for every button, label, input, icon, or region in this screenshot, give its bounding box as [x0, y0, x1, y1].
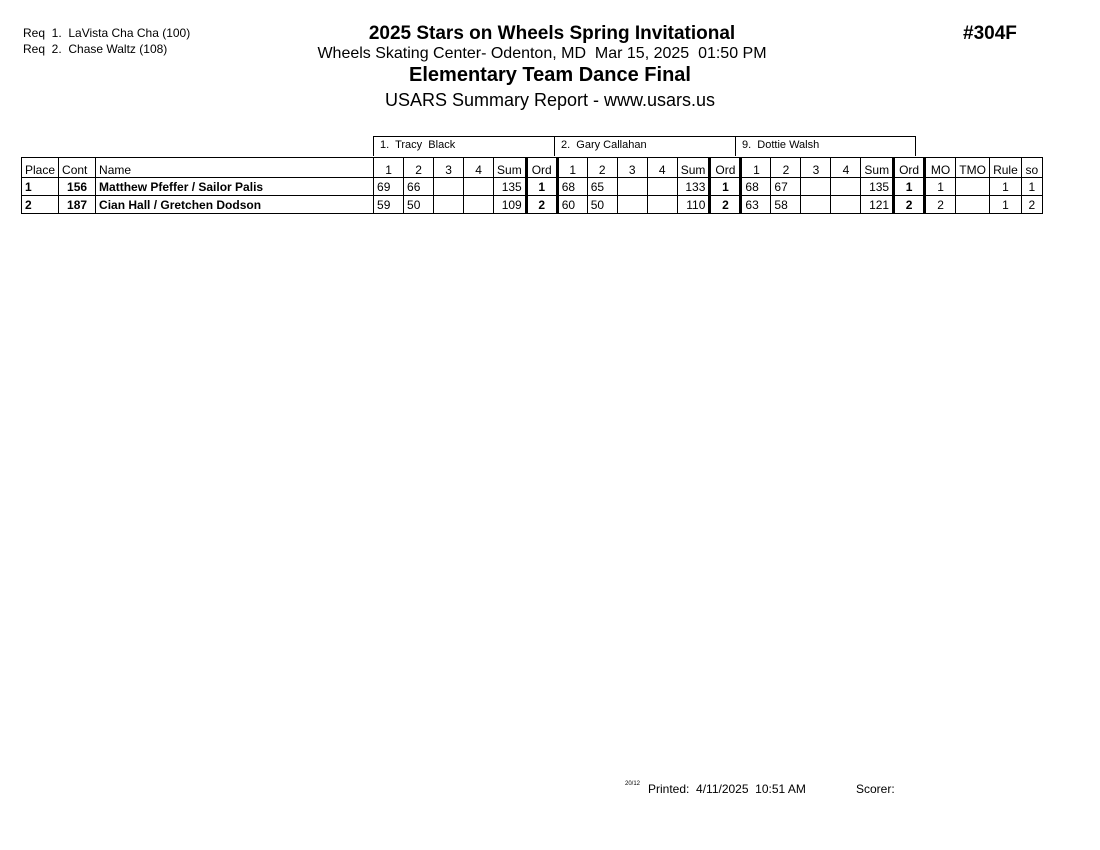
tmo-cell — [956, 196, 990, 214]
ordinal-cell: 1 — [526, 178, 557, 196]
col-judge3-s1: 1 — [741, 158, 771, 178]
score-cell — [831, 196, 861, 214]
col-judge1-ord: Ord — [526, 158, 557, 178]
row-name: Cian Hall / Gretchen Dodson — [96, 196, 374, 214]
col-judge1-sum: Sum — [494, 158, 527, 178]
table-row — [22, 196, 1043, 214]
judge-header-2: 2. Gary Callahan — [554, 136, 736, 156]
col-place: Place — [22, 158, 59, 178]
col-name: Name — [96, 158, 374, 178]
sum-cell: 135 — [861, 178, 894, 196]
footer-mark: 20/12 — [625, 781, 641, 787]
ordinal-cell: 1 — [710, 178, 741, 196]
col-rule: Rule — [990, 158, 1022, 178]
ordinal-cell: 2 — [526, 196, 557, 214]
col-judge1-s1: 1 — [374, 158, 404, 178]
competition-title: 2025 Stars on Wheels Spring Invitational — [368, 23, 736, 44]
col-so: so — [1021, 158, 1042, 178]
col-judge2-s4: 4 — [647, 158, 677, 178]
score-cell — [434, 178, 464, 196]
col-judge3-s3: 3 — [801, 158, 831, 178]
score-cell: 59 — [374, 196, 404, 214]
event-number: #304F — [963, 23, 1017, 44]
judge-header-1: 1. Tracy Black — [373, 136, 555, 156]
col-judge3-s4: 4 — [831, 158, 861, 178]
row-cont: 187 — [59, 196, 96, 214]
col-judge2-s2: 2 — [587, 158, 617, 178]
results-table — [21, 157, 1043, 214]
col-judge2-sum: Sum — [677, 158, 710, 178]
tmo-cell — [956, 178, 990, 196]
col-judge3-ord: Ord — [894, 158, 925, 178]
score-cell — [464, 178, 494, 196]
scorer-label: Scorer: — [856, 782, 895, 796]
score-cell: 66 — [404, 178, 434, 196]
row-cont: 156 — [59, 178, 96, 196]
row-name: Matthew Pfeffer / Sailor Palis — [96, 178, 374, 196]
row-place: 2 — [22, 196, 59, 214]
col-tmo: TMO — [956, 158, 990, 178]
report-subtitle: USARS Summary Report - www.usars.us — [384, 90, 716, 110]
score-cell: 69 — [374, 178, 404, 196]
col-judge3-sum: Sum — [861, 158, 894, 178]
score-cell — [647, 178, 677, 196]
sum-cell: 109 — [494, 196, 527, 214]
score-cell: 68 — [741, 178, 771, 196]
requirement-1: Req 1. LaVista Cha Cha (100) — [23, 26, 191, 40]
ordinal-cell: 1 — [894, 178, 925, 196]
mo-cell: 2 — [925, 196, 956, 214]
sum-cell: 110 — [677, 196, 710, 214]
ordinal-cell: 2 — [710, 196, 741, 214]
score-cell: 60 — [557, 196, 587, 214]
sum-cell: 121 — [861, 196, 894, 214]
col-judge3-s2: 2 — [771, 158, 801, 178]
so-cell: 1 — [1021, 178, 1042, 196]
row-place: 1 — [22, 178, 59, 196]
col-judge2-ord: Ord — [710, 158, 741, 178]
col-judge2-s3: 3 — [617, 158, 647, 178]
so-cell: 2 — [1021, 196, 1042, 214]
venue-date-line: Wheels Skating Center- Odenton, MD Mar 15, 2025 01:50 PM — [317, 45, 767, 62]
col-judge1-s4: 4 — [464, 158, 494, 178]
rule-cell: 1 — [990, 178, 1022, 196]
sum-cell: 133 — [677, 178, 710, 196]
score-cell — [434, 196, 464, 214]
score-cell: 68 — [557, 178, 587, 196]
col-judge1-s3: 3 — [434, 158, 464, 178]
score-cell — [801, 178, 831, 196]
score-cell — [617, 196, 647, 214]
score-cell: 63 — [741, 196, 771, 214]
score-cell — [617, 178, 647, 196]
score-cell — [831, 178, 861, 196]
rule-cell: 1 — [990, 196, 1022, 214]
mo-cell: 1 — [925, 178, 956, 196]
table-row — [22, 178, 1043, 196]
col-cont: Cont — [59, 158, 96, 178]
ordinal-cell: 2 — [894, 196, 925, 214]
col-mo: MO — [925, 158, 956, 178]
event-name: Elementary Team Dance Final — [409, 64, 691, 86]
score-cell: 50 — [587, 196, 617, 214]
score-cell: 50 — [404, 196, 434, 214]
score-cell — [647, 196, 677, 214]
score-cell: 58 — [771, 196, 801, 214]
table-header-row — [22, 158, 1043, 178]
judge-header-3: 9. Dottie Walsh — [735, 136, 916, 156]
score-cell — [801, 196, 831, 214]
printed-timestamp: Printed: 4/11/2025 10:51 AM — [648, 782, 806, 796]
requirement-2: Req 2. Chase Waltz (108) — [23, 42, 168, 56]
score-cell — [464, 196, 494, 214]
sum-cell: 135 — [494, 178, 527, 196]
score-cell: 67 — [771, 178, 801, 196]
score-cell: 65 — [587, 178, 617, 196]
col-judge1-s2: 2 — [404, 158, 434, 178]
col-judge2-s1: 1 — [557, 158, 587, 178]
